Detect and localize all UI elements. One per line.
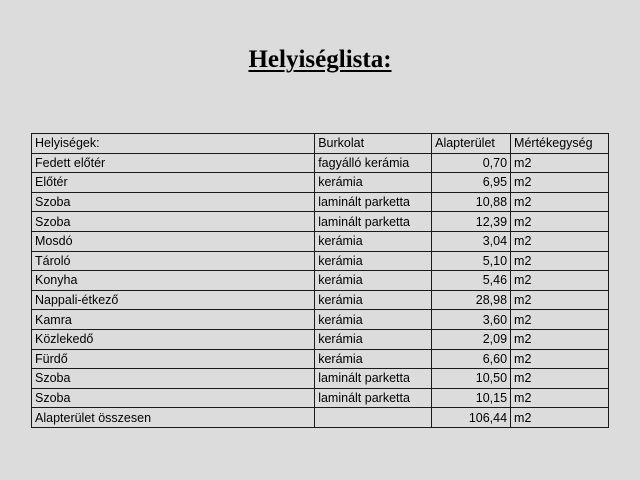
- unit-cell: m2: [511, 192, 609, 212]
- room-name-cell: Fedett előtér: [32, 153, 315, 173]
- flooring-cell: laminált parketta: [315, 212, 432, 232]
- room-name-cell: Konyha: [32, 271, 315, 291]
- unit-cell: m2: [511, 173, 609, 193]
- flooring-cell: laminált parketta: [315, 369, 432, 389]
- table-row: [32, 290, 609, 310]
- area-cell: 10,88: [432, 192, 511, 212]
- flooring-cell: kerámia: [315, 271, 432, 291]
- room-name-cell: Közlekedő: [32, 329, 315, 349]
- header-area: Alapterület: [432, 134, 511, 154]
- room-name-cell: Szoba: [32, 212, 315, 232]
- unit-cell: m2: [511, 212, 609, 232]
- unit-cell: m2: [511, 310, 609, 330]
- table-row: [32, 153, 609, 173]
- unit-cell: m2: [511, 231, 609, 251]
- header-flooring: Burkolat: [315, 134, 432, 154]
- room-name-cell: Fürdő: [32, 349, 315, 369]
- area-cell: 5,10: [432, 251, 511, 271]
- room-name-cell: Nappali-étkező: [32, 290, 315, 310]
- room-list-table: [31, 133, 609, 428]
- flooring-cell: fagyálló kerámia: [315, 153, 432, 173]
- area-cell: 106,44: [432, 408, 511, 428]
- table-row: [32, 251, 609, 271]
- area-cell: 6,60: [432, 349, 511, 369]
- table-total-row: [32, 408, 609, 428]
- flooring-cell: kerámia: [315, 231, 432, 251]
- area-cell: 6,95: [432, 173, 511, 193]
- table-row: [32, 271, 609, 291]
- room-name-cell: Mosdó: [32, 231, 315, 251]
- room-name-cell: Előtér: [32, 173, 315, 193]
- unit-cell: m2: [511, 349, 609, 369]
- room-name-cell: Szoba: [32, 192, 315, 212]
- header-rooms: Helyiségek:: [32, 134, 315, 154]
- area-cell: 2,09: [432, 329, 511, 349]
- table-row: [32, 369, 609, 389]
- room-name-cell: Kamra: [32, 310, 315, 330]
- flooring-cell: kerámia: [315, 329, 432, 349]
- room-name-cell: Szoba: [32, 369, 315, 389]
- flooring-cell: [315, 408, 432, 428]
- area-cell: 10,15: [432, 388, 511, 408]
- area-cell: 5,46: [432, 271, 511, 291]
- flooring-cell: laminált parketta: [315, 192, 432, 212]
- unit-cell: m2: [511, 153, 609, 173]
- area-cell: 10,50: [432, 369, 511, 389]
- unit-cell: m2: [511, 251, 609, 271]
- table-row: [32, 310, 609, 330]
- area-cell: 3,60: [432, 310, 511, 330]
- table-row: [32, 192, 609, 212]
- room-name-cell: Szoba: [32, 388, 315, 408]
- area-cell: 28,98: [432, 290, 511, 310]
- area-cell: 3,04: [432, 231, 511, 251]
- unit-cell: m2: [511, 369, 609, 389]
- flooring-cell: kerámia: [315, 310, 432, 330]
- flooring-cell: kerámia: [315, 251, 432, 271]
- area-cell: 0,70: [432, 153, 511, 173]
- room-name-cell: Tároló: [32, 251, 315, 271]
- unit-cell: m2: [511, 408, 609, 428]
- unit-cell: m2: [511, 271, 609, 291]
- flooring-cell: kerámia: [315, 290, 432, 310]
- table-header-row: [32, 134, 609, 154]
- table-row: [32, 173, 609, 193]
- page-title: Helyiséglista:: [248, 46, 392, 73]
- room-name-cell: Alapterület összesen: [32, 408, 315, 428]
- table-row: [32, 231, 609, 251]
- table-row: [32, 388, 609, 408]
- unit-cell: m2: [511, 388, 609, 408]
- flooring-cell: kerámia: [315, 173, 432, 193]
- unit-cell: m2: [511, 329, 609, 349]
- table-row: [32, 212, 609, 232]
- flooring-cell: laminált parketta: [315, 388, 432, 408]
- table-row: [32, 349, 609, 369]
- header-unit: Mértékegység: [511, 134, 609, 154]
- table-row: [32, 329, 609, 349]
- flooring-cell: kerámia: [315, 349, 432, 369]
- area-cell: 12,39: [432, 212, 511, 232]
- unit-cell: m2: [511, 290, 609, 310]
